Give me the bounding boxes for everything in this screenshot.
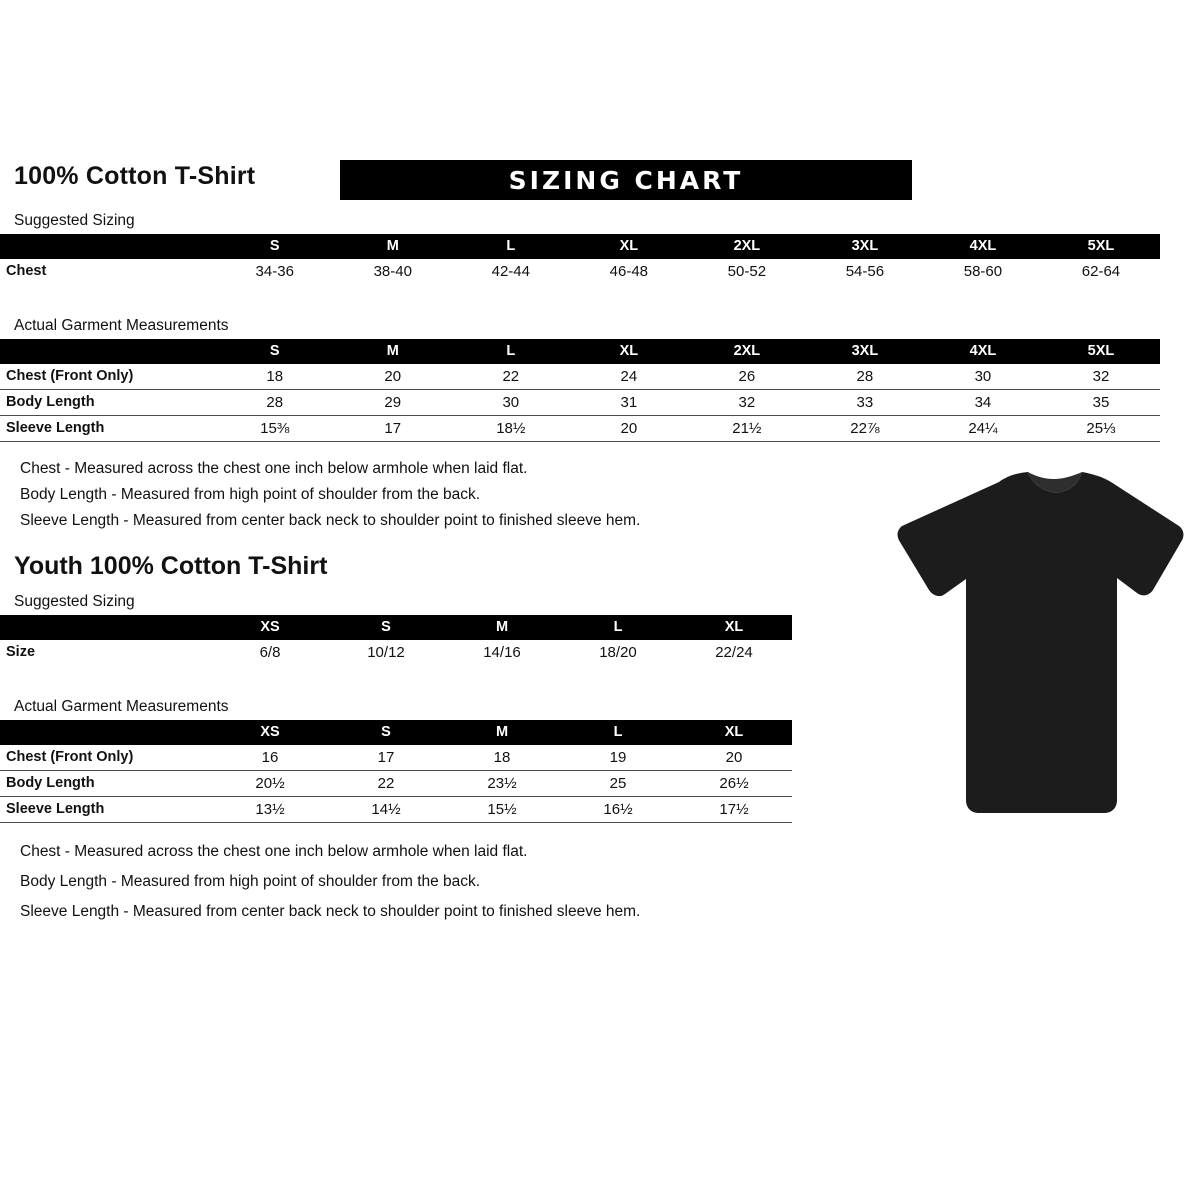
table-cell: 26½ <box>676 771 792 797</box>
table-cell: 32 <box>1042 364 1160 390</box>
table-cell: 46-48 <box>609 263 649 280</box>
column-header: 2XL <box>733 238 761 254</box>
youth-note-sleeve-length: Sleeve Length - Measured from center back neck to shoulder point to finished sleeve hem. <box>20 903 641 920</box>
table-cell: 18/20 <box>599 644 637 661</box>
table-cell: 24 <box>570 364 688 390</box>
table-cell: 10/12 <box>367 644 405 661</box>
table-row <box>0 640 792 665</box>
column-header: 5XL <box>1087 343 1115 359</box>
table-cell: 16½ <box>560 797 676 823</box>
column-header: XL <box>619 238 639 254</box>
youth-actual-measurements-table <box>0 720 792 823</box>
table-cell: 22 <box>452 364 570 390</box>
column-header: XS <box>260 619 280 635</box>
table-cell: 58-60 <box>963 263 1003 280</box>
row-label: Chest (Front Only) <box>0 364 216 390</box>
column-header: XL <box>724 619 744 635</box>
column-header: L <box>613 724 623 740</box>
tshirt-illustration <box>895 470 1185 815</box>
row-label: Sleeve Length <box>0 416 216 442</box>
row-label: Chest (Front Only) <box>0 745 212 771</box>
column-header <box>0 615 212 640</box>
table-cell: 18 <box>444 745 560 771</box>
adult-note-chest: Chest - Measured across the chest one inch below armhole when laid flat. <box>20 460 528 477</box>
table-cell: 18 <box>216 364 334 390</box>
column-header: M <box>495 724 509 740</box>
adult-actual-measurements-label: Actual Garment Measurements <box>14 317 229 334</box>
column-header: S <box>269 343 280 359</box>
table-cell: 6/8 <box>259 644 281 661</box>
column-header: 3XL <box>851 238 879 254</box>
column-header: 4XL <box>969 238 997 254</box>
row-label: Body Length <box>0 390 216 416</box>
sizing-chart-banner <box>340 160 912 200</box>
youth-suggested-sizing-label: Suggested Sizing <box>14 593 135 610</box>
table-cell: 54-56 <box>845 263 885 280</box>
adult-actual-measurements-table <box>0 339 1160 442</box>
column-header: S <box>381 724 391 740</box>
column-header: S <box>381 619 391 635</box>
page-title: 100% Cotton T-Shirt <box>14 162 256 190</box>
row-label: Size <box>6 644 36 660</box>
table-cell: 18½ <box>452 416 570 442</box>
table-cell: 25⅓ <box>1042 416 1160 442</box>
adult-note-body-length: Body Length - Measured from high point of shoulder from the back. <box>20 486 481 503</box>
table-header-row <box>0 234 1160 259</box>
table-cell: 28 <box>216 390 334 416</box>
table-cell: 20 <box>570 416 688 442</box>
table-cell: 30 <box>924 364 1042 390</box>
header <box>14 160 1186 202</box>
table-cell: 30 <box>452 390 570 416</box>
table-cell: 35 <box>1042 390 1160 416</box>
youth-note-body-length: Body Length - Measured from high point of shoulder from the back. <box>20 873 481 890</box>
column-header <box>0 339 216 364</box>
table-row <box>0 745 792 771</box>
adult-suggested-sizing-label: Suggested Sizing <box>14 212 135 229</box>
column-header: 5XL <box>1087 238 1115 254</box>
column-header: 3XL <box>851 343 879 359</box>
table-cell: 42-44 <box>491 263 530 280</box>
table-cell: 15½ <box>444 797 560 823</box>
table-header-row <box>0 339 1160 364</box>
table-cell: 25 <box>560 771 676 797</box>
youth-actual-measurements-label: Actual Garment Measurements <box>14 698 229 715</box>
row-label: Body Length <box>0 771 212 797</box>
table-row <box>0 416 1160 442</box>
column-header: L <box>613 619 623 635</box>
column-header <box>0 720 212 745</box>
column-header: M <box>386 238 399 254</box>
youth-note-chest: Chest - Measured across the chest one inch below armhole when laid flat. <box>20 843 528 860</box>
table-cell: 29 <box>334 390 452 416</box>
table-row <box>0 259 1160 284</box>
table-cell: 13½ <box>212 797 328 823</box>
table-cell: 28 <box>806 364 924 390</box>
column-header: XS <box>260 724 280 740</box>
table-cell: 34-36 <box>255 263 294 280</box>
table-header-row <box>0 720 792 745</box>
table-cell: 16 <box>212 745 328 771</box>
table-cell: 15⅜ <box>216 416 334 442</box>
adult-suggested-sizing-table <box>0 234 1160 284</box>
table-cell: 31 <box>570 390 688 416</box>
youth-section-title: Youth 100% Cotton T-Shirt <box>14 552 328 580</box>
table-cell: 14½ <box>328 797 444 823</box>
sizing-chart-banner-label: SIZING CHART <box>508 165 744 195</box>
table-cell: 24¼ <box>924 416 1042 442</box>
table-cell: 21½ <box>688 416 806 442</box>
table-cell: 22⅞ <box>806 416 924 442</box>
table-cell: 17 <box>328 745 444 771</box>
column-header: 2XL <box>733 343 761 359</box>
table-cell: 20½ <box>212 771 328 797</box>
table-cell: 20 <box>334 364 452 390</box>
table-cell: 17 <box>334 416 452 442</box>
column-header: S <box>269 238 280 254</box>
table-cell: 26 <box>688 364 806 390</box>
row-label: Chest <box>6 263 47 279</box>
table-cell: 50-52 <box>727 263 767 280</box>
column-header: L <box>506 343 516 359</box>
table-cell: 38-40 <box>373 263 412 280</box>
table-header-row <box>0 615 792 640</box>
table-cell: 14/16 <box>483 644 521 661</box>
table-cell: 23½ <box>444 771 560 797</box>
table-cell: 22/24 <box>715 644 753 661</box>
table-row <box>0 390 1160 416</box>
table-cell: 62-64 <box>1081 263 1121 280</box>
column-header: M <box>495 619 509 635</box>
column-header: XL <box>619 343 639 359</box>
table-cell: 32 <box>688 390 806 416</box>
column-header <box>0 234 216 259</box>
tshirt-icon <box>895 470 1185 815</box>
table-row <box>0 364 1160 390</box>
column-header: L <box>506 238 516 254</box>
adult-note-sleeve-length: Sleeve Length - Measured from center back neck to shoulder point to finished sleeve hem. <box>20 512 641 529</box>
table-cell: 33 <box>806 390 924 416</box>
row-label: Sleeve Length <box>0 797 212 823</box>
table-cell: 20 <box>676 745 792 771</box>
table-row <box>0 771 792 797</box>
table-cell: 34 <box>924 390 1042 416</box>
table-cell: 17½ <box>676 797 792 823</box>
column-header: XL <box>724 724 744 740</box>
column-header: M <box>386 343 399 359</box>
table-cell: 19 <box>560 745 676 771</box>
table-cell: 22 <box>328 771 444 797</box>
table-row <box>0 797 792 823</box>
youth-suggested-sizing-table <box>0 615 792 665</box>
column-header: 4XL <box>969 343 997 359</box>
